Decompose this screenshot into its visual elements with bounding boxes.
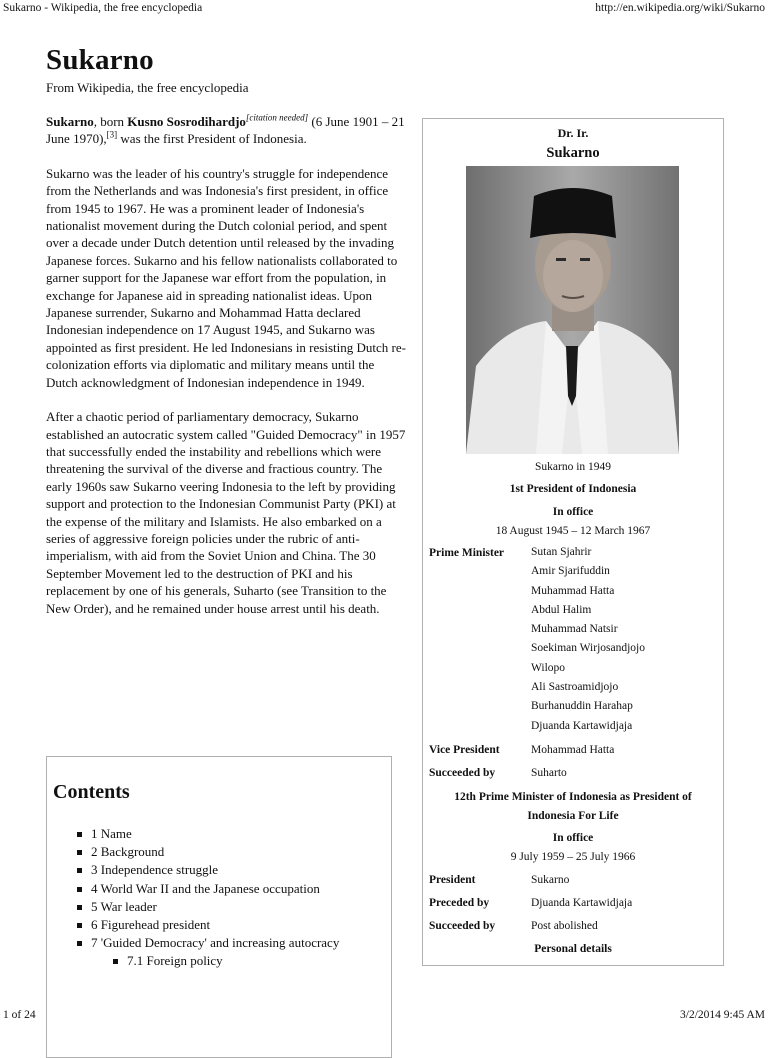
infobox-name: Sukarno	[546, 145, 600, 161]
page-title: Sukarno	[46, 44, 154, 76]
succeeded-by-label-2: Succeeded by	[429, 920, 496, 932]
toc-item[interactable]: 2 Background	[75, 843, 339, 861]
print-header	[0, 0, 768, 16]
prime-minister-link[interactable]: Djuanda Kartawidjaja	[531, 719, 633, 732]
print-footer	[0, 1007, 768, 1023]
print-datetime: 3/2/2014 9:45 AM	[680, 1009, 765, 1021]
citation-needed-link[interactable]: [citation needed]	[245, 112, 309, 123]
office1-in-office-label: In office	[552, 506, 594, 518]
prime-minister-link[interactable]: Abdul Halim	[531, 603, 592, 616]
paragraph-3: After a chaotic period of parliamentary democracy, Sukarno established an autocratic system called "Guided Democracy" in 1957 that successfully ended the instability and rebellions which were threatening the survival of the diverse and fractious country. The early 1960s saw Sukarno veering Indonesia to the left by providing support and protection to the Indonesian Communist Party (PKI) at the expense of the military and Islamists. He also embarked on a series of aggressive foreign policies under the rubric of anti-imperialism, with aid from the Soviet Union and China. The 30 September Movement led to the destruction of PKI and his replacement by one of his generals, Suharto (see Transition to the New Order), and he remained under house arrest until his death.	[46, 409, 406, 616]
prime-minister-link[interactable]: Muhammad Hatta	[531, 584, 615, 597]
article-body	[46, 113, 408, 634]
office2-dates: 9 July 1959 – 25 July 1966	[510, 851, 636, 863]
infobox	[422, 118, 724, 966]
toc-item[interactable]: 5 War leader	[75, 898, 339, 916]
portrait-image[interactable]	[466, 166, 679, 454]
prime-minister-link[interactable]: Ali Sastroamidjojo	[531, 681, 619, 694]
succeeded-by-value-2: Post abolished	[531, 920, 598, 932]
office2-title-line2: Indonesia For Life	[527, 810, 619, 822]
portrait-illustration	[466, 166, 679, 454]
lead-born-text: , born	[93, 114, 128, 129]
toc-item[interactable]: 6 Figurehead president	[75, 916, 339, 934]
toc-item[interactable]: 1 Name	[75, 825, 339, 843]
prime-minister-link[interactable]: Muhammad Natsir	[531, 623, 618, 636]
prime-minister-link[interactable]: Wilopo	[531, 661, 566, 674]
prime-minister-label: Prime Minister	[429, 547, 505, 559]
lead-ending: was the first President of Indonesia.	[117, 131, 307, 147]
toc-item[interactable]: 4 World War II and the Japanese occupation	[75, 880, 339, 898]
vice-president-value[interactable]: Mohammad Hatta	[531, 744, 615, 756]
office2-title-line1: 12th Prime Minister of Indonesia as President of	[454, 791, 692, 803]
toc-list	[75, 825, 339, 971]
office1-dates: 18 August 1945 – 12 March 1967	[495, 525, 651, 537]
lead-paragraph	[46, 113, 408, 148]
president-value: Sukarno	[531, 874, 570, 886]
prime-minister-link[interactable]: Burhanuddin Harahap	[531, 700, 633, 713]
prime-minister-list	[531, 543, 645, 736]
page-number: 1 of 24	[3, 1009, 36, 1021]
prime-minister-link[interactable]: Soekiman Wirjosandjojo	[531, 642, 645, 655]
infobox-honorific: Dr. Ir.	[557, 126, 589, 140]
prime-minister-link[interactable]: Sutan Sjahrir	[531, 546, 592, 558]
office1-title: 1st President of Indonesia	[509, 483, 637, 495]
lead-dates: (6 June 1901 – 21 June 1970),	[46, 114, 405, 147]
vice-president-label: Vice President	[429, 744, 500, 756]
lead-birth-name: Kusno Sosrodihardjo	[127, 114, 246, 129]
page-tagline: From Wikipedia, the free encyclopedia	[46, 80, 249, 95]
personal-details-heading: Personal details	[534, 943, 612, 955]
succeeded-by-value[interactable]: Suharto	[531, 767, 567, 779]
succeeded-by-label: Succeeded by	[429, 767, 496, 779]
print-header-title: Sukarno - Wikipedia, the free encyclopedia	[3, 2, 203, 14]
preceded-by-label: Preceded by	[429, 897, 490, 909]
toc-subitem[interactable]: 7.1 Foreign policy	[111, 952, 339, 970]
preceded-by-value[interactable]: Djuanda Kartawidjaja	[531, 897, 633, 909]
paragraph-2: Sukarno was the leader of his country's struggle for independence from the Netherlands and was Indonesia's first president, in office from 1945 to 1967. He was a prominent leader of Indonesia's nationalist movement during the Dutch colonial period, and spent over a decade under Dutch detention until released by the invading Japanese forces. Sukarno and his fellow nationalists collaborated to garner support for the Japanese war effort from the population, in exchange for Japanese aid in spreading nationalist ideas. Upon Japanese surrender, Sukarno and Mohammad Hatta declared Indonesian independence on 17 August 1945, and Sukarno was appointed as first president. He led Indonesians in resisting Dutch re-colonization efforts via diplomatic and military means until the Dutch acknowledgment of Indonesian independence in 1949.	[46, 165, 406, 390]
president-label: President	[429, 874, 476, 886]
print-header-url: http://en.wikipedia.org/wiki/Sukarno	[595, 2, 765, 14]
lead-name: Sukarno	[46, 114, 94, 129]
prime-minister-link[interactable]: Amir Sjarifuddin	[531, 565, 610, 578]
reference-link[interactable]: [3]	[106, 130, 118, 141]
portrait-caption: Sukarno in 1949	[534, 461, 612, 473]
toc-title: Contents	[53, 781, 130, 803]
toc-item[interactable]: 7 'Guided Democracy' and increasing autocracy	[75, 934, 339, 952]
office2-in-office-label: In office	[552, 832, 594, 844]
toc-item[interactable]: 3 Independence struggle	[75, 861, 339, 879]
